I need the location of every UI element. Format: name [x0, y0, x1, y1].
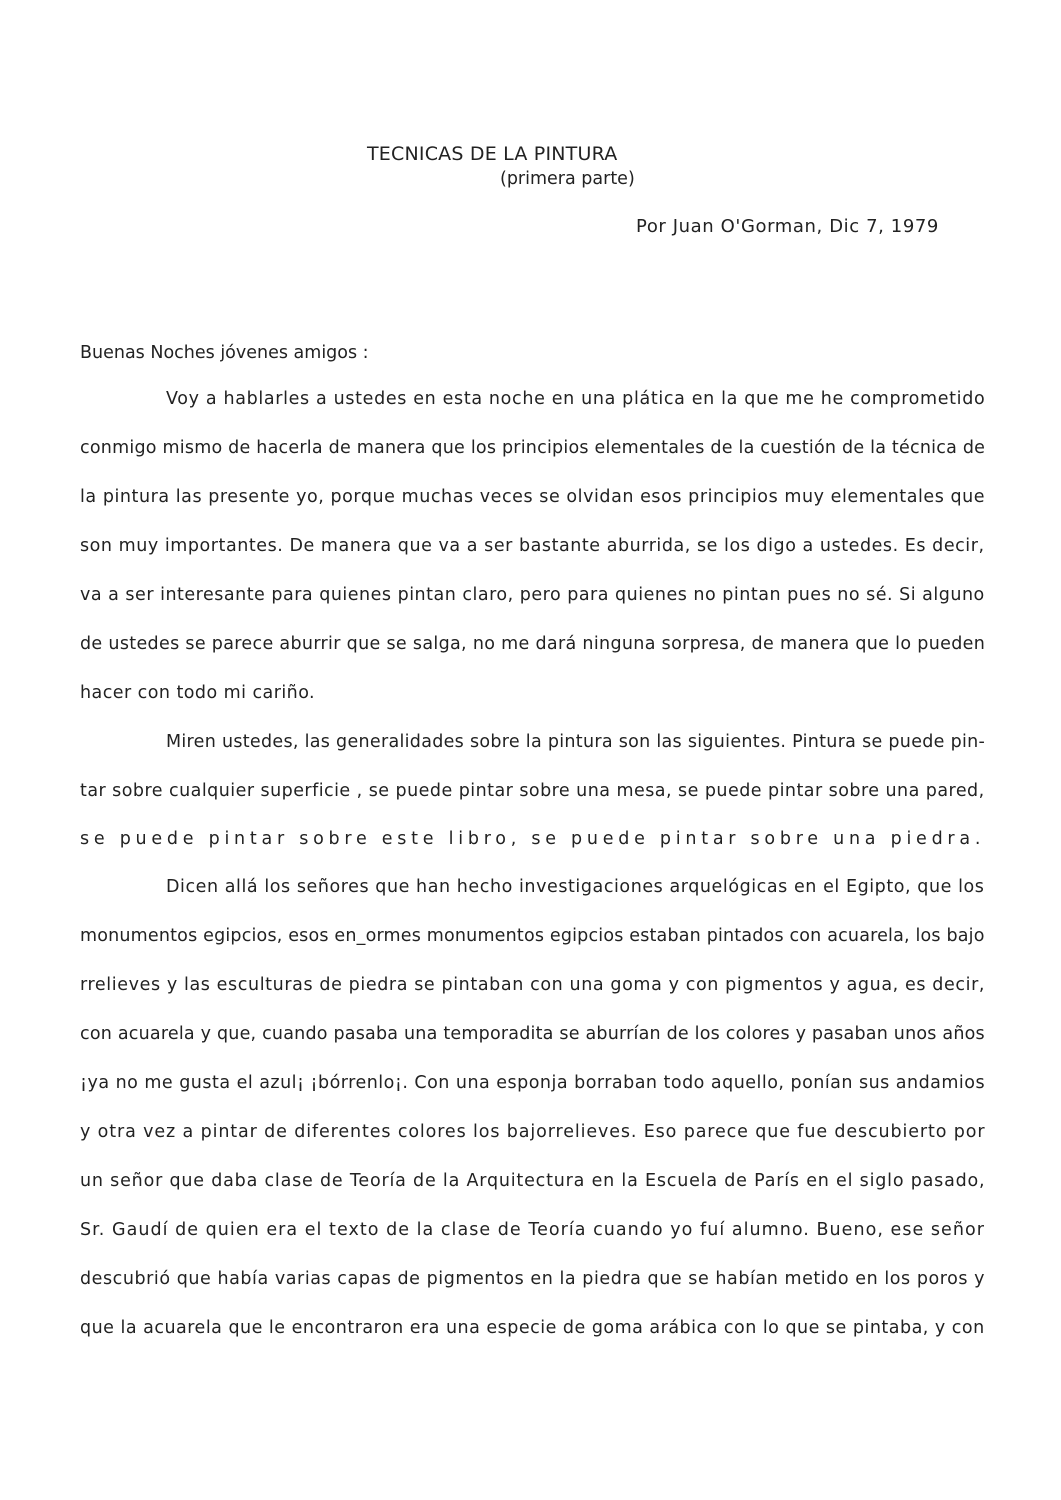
- text-line: conmigo mismo de hacerla de manera que los principios elementales de la cuestión de la técnica de: [80, 438, 986, 458]
- text-line: rrelieves y las esculturas de piedra se pintaban con una goma y con pigmentos y agua, es decir,: [80, 975, 986, 995]
- text-line: con acuarela y que, cuando pasaba una temporadita se aburrían de los colores y pasaban unos años: [80, 1024, 985, 1044]
- text-line: de ustedes se parece aburrir que se salga, no me dará ninguna sorpresa, de manera que lo pueden: [80, 634, 986, 654]
- text-line: Voy a hablarles a ustedes en esta noche en una plática en la que me he comprometido: [166, 389, 986, 409]
- text-line: son muy importantes. De manera que va a ser bastante aburrida, se los digo a ustedes. Es decir,: [80, 536, 985, 556]
- text-line: Sr. Gaudí de quien era el texto de la clase de Teoría cuando yo fuí alumno. Bueno, ese señor: [80, 1220, 985, 1240]
- text-line: tar sobre cualquier superficie , se puede pintar sobre una mesa, se puede pintar sobre una pared,: [80, 781, 985, 801]
- text-line: hacer con todo mi cariño.: [80, 683, 316, 703]
- text-line: descubrió que había varias capas de pigmentos en la piedra que se habían metido en los poros y: [80, 1269, 986, 1289]
- text-line: va a ser interesante para quienes pintan claro, pero para quienes no pintan pues no sé. Si alguno: [80, 585, 985, 605]
- greeting: Buenas Noches jóvenes amigos :: [80, 343, 369, 363]
- text-line: la pintura las presente yo, porque muchas veces se olvidan esos principios muy elementales que: [80, 487, 986, 507]
- document-subtitle: (primera parte): [500, 169, 635, 189]
- text-line: Miren ustedes, las generalidades sobre la pintura son las siguientes. Pintura se puede pin-: [166, 732, 986, 752]
- text-line: se puede pintar sobre este libro, se puede pintar sobre una piedra.: [80, 829, 986, 849]
- text-line: ¡ya no me gusta el azul¡ ¡bórrenlo¡. Con una esponja borraban todo aquello, ponían sus andamios: [80, 1073, 986, 1093]
- text-line: monumentos egipcios, esos en_ormes monumentos egipcios estaban pintados con acuarela, los bajo: [80, 926, 985, 946]
- text-line: que la acuarela que le encontraron era una especie de goma arábica con lo que se pintaba, y con: [80, 1318, 985, 1338]
- text-line: Dicen allá los señores que han hecho investigaciones arquelógicas en el Egipto, que los: [166, 877, 985, 897]
- text-line: un señor que daba clase de Teoría de la Arquitectura en la Escuela de París en el siglo pasado,: [80, 1171, 986, 1191]
- document-title: TECNICAS DE LA PINTURA: [367, 143, 618, 165]
- text-line: y otra vez a pintar de diferentes colores los bajorrelieves. Eso parece que fue descubierto por: [80, 1122, 986, 1142]
- author-byline: Por Juan O'Gorman, Dic 7, 1979: [636, 216, 939, 237]
